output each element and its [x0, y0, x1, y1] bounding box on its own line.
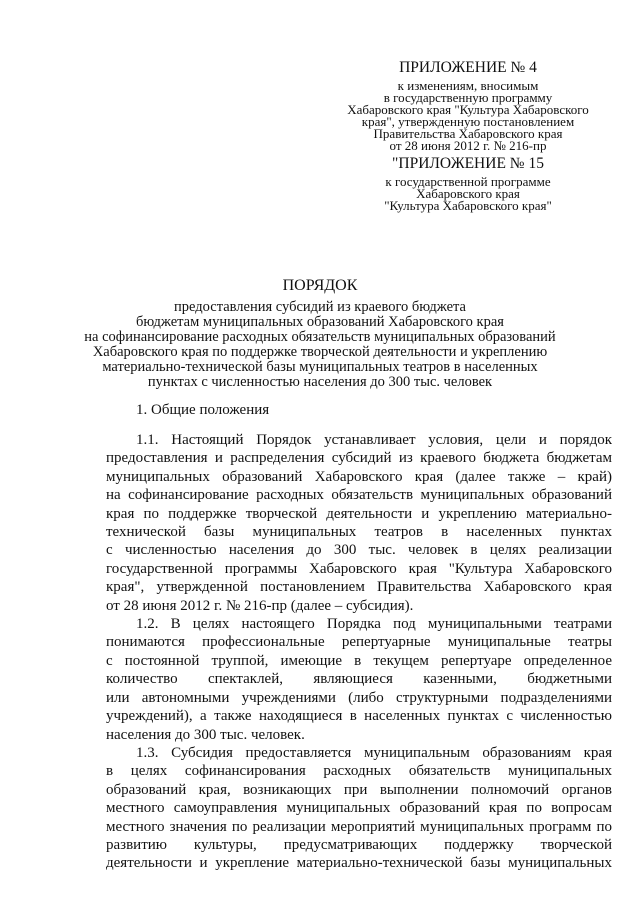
annex-15-block: [330, 154, 606, 212]
document-title: ПОРЯДОК: [282, 277, 358, 294]
paragraph-line: на софинансирование расходных обязательств муниципальных образований: [106, 487, 612, 504]
annex-15-line: Хабаровского края: [416, 186, 520, 201]
subtitle-line: на софинансирование расходных обязательств муниципальных образований: [84, 329, 556, 345]
paragraph-line: местного значения по реализации мероприятий муниципальных программ по: [106, 818, 612, 835]
paragraph-line: технической базы муниципальных театров в населенных пунктах: [106, 524, 612, 541]
paragraph-line: с численностью населения до 300 тыс. человек в целях реализации: [106, 542, 612, 559]
paragraph-line: 1.3. Субсидия предоставляется муниципальным образованиям края: [136, 744, 612, 761]
annex-4-line: Хабаровского края "Культура Хабаровского: [347, 102, 589, 117]
annex-4-line: Правительства Хабаровского края: [373, 126, 563, 141]
paragraph-1-2: [106, 615, 612, 744]
paragraph-line: населения до 300 тыс. человек.: [106, 726, 305, 743]
paragraph-line: или автономными учреждениями (либо структурными подразделениями: [106, 689, 612, 706]
paragraph-line: в целях софинансирования расходных обязательств муниципальных: [106, 763, 612, 780]
annex-4-block: [330, 58, 606, 152]
paragraph-line: муниципальных образований Хабаровского края (далее также – край): [106, 468, 612, 485]
paragraph-line: края по поддержке творческой деятельности и укреплению материально-: [106, 505, 612, 522]
paragraph-1-1: [106, 431, 612, 615]
document-body: [106, 431, 612, 873]
section-heading: 1. Общие положения: [136, 402, 270, 418]
subtitle-line: бюджетам муниципальных образований Хабаровского края: [136, 314, 504, 330]
paragraph-line: количество спектаклей, являющиеся казенными, бюджетными: [106, 671, 612, 688]
paragraph-line: деятельности и укрепление материально-технической базы муниципальных: [106, 855, 612, 872]
annex-4-line: к изменениям, вносимым: [397, 78, 539, 93]
paragraph-line: государственной программы Хабаровского края "Культура Хабаровского: [106, 560, 612, 577]
paragraph-line: понимаются профессиональные репертуарные муниципальные театры: [106, 634, 612, 651]
document-subtitle: [80, 300, 560, 390]
paragraph-line: развитию культуры, предусматривающих поддержку творческой: [106, 836, 612, 853]
annex-15-heading: "ПРИЛОЖЕНИЕ № 15: [392, 155, 544, 172]
annex-4-line: края", утвержденную постановлением: [361, 114, 575, 129]
annex-4-heading: ПРИЛОЖЕНИЕ № 4: [399, 59, 537, 76]
paragraph-line: 1.2. В целях настоящего Порядка под муниципальными театрами: [136, 616, 612, 633]
paragraph-line: с постоянной труппой, имеющие в текущем репертуаре определенное: [106, 652, 612, 669]
paragraph-line: предоставления и распределения субсидий из краевого бюджета бюджетам: [106, 450, 612, 467]
paragraph-line: 1.1. Настоящий Порядок устанавливает условия, цели и порядок: [136, 432, 612, 448]
subtitle-line: предоставления субсидий из краевого бюджета: [174, 299, 466, 315]
paragraph-1-3: [106, 744, 612, 873]
subtitle-line: пунктах с численностью населения до 300 тыс. человек: [147, 374, 493, 390]
subtitle-line: Хабаровского края по поддержке творческой деятельности и укреплению: [92, 344, 548, 360]
annex-15-line: "Культура Хабаровского края": [384, 198, 552, 213]
subtitle-line: материально-технической базы муниципальных театров в населенных: [102, 359, 538, 375]
annex-15-line: к государственной программе: [385, 174, 551, 189]
paragraph-line: образований края, возникающих при выполнении полномочий органов: [106, 781, 612, 798]
annex-4-line: от 28 июня 2012 г. № 216-пр: [389, 138, 547, 153]
annex-4-line: в государственную программу: [383, 90, 553, 105]
paragraph-line: местного самоуправления муниципальных образований края по вопросам: [106, 800, 612, 817]
paragraph-line: от 28 июня 2012 г. № 216-пр (далее – субсидия).: [106, 597, 414, 614]
paragraph-line: края", утвержденной постановлением Правительства Хабаровского края: [106, 579, 612, 596]
paragraph-line: учреждений), а также находящиеся в населенных пунктах с численностью: [106, 708, 612, 725]
